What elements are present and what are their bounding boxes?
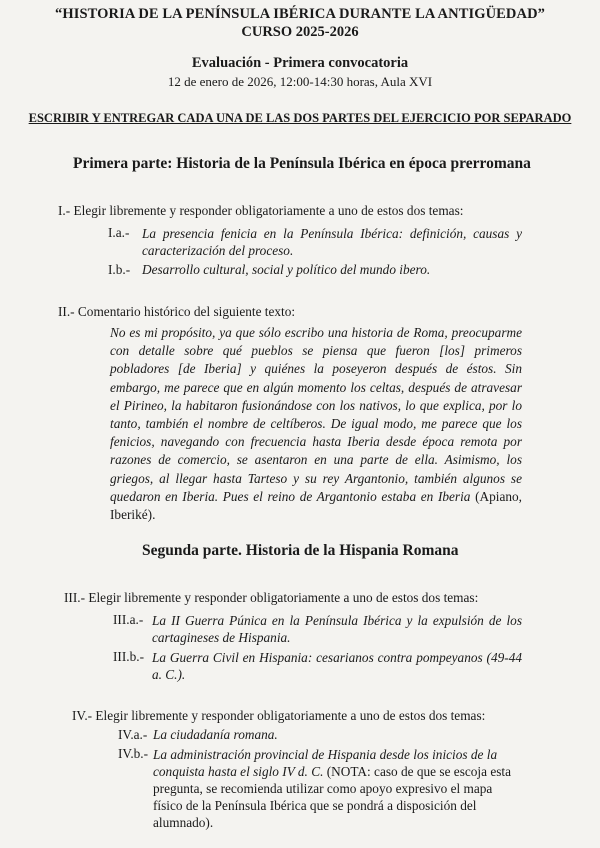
q3-option-a-text: La II Guerra Púnica en la Península Ibérica y la expulsión de los cartagineses de Hispania. [152, 613, 522, 645]
course-title: “HISTORIA DE LA PENÍNSULA IBÉRICA DURANTE LA ANTIGÜEDAD” [55, 6, 545, 22]
q1-option-a-label: I.a.- [108, 225, 130, 240]
q1-option-b-label: I.b.- [108, 262, 131, 277]
q3-prompt: III.- Elegir libremente y responder obligatoriamente a uno de estos dos temas: [64, 590, 479, 605]
q3-option-b-label: III.b.- [113, 649, 145, 664]
q4-option-a-label: IV.a.- [118, 727, 148, 742]
q3-option-a-label: III.a.- [113, 612, 144, 627]
q4-option-b-text: La administración provincial de Hispania desde los inicios de la conquista hasta el siglo IV d. C. [153, 747, 498, 779]
q4-option-b-block [153, 746, 523, 831]
q1-option-b-text: Desarrollo cultural, social y político del mundo ibero. [142, 262, 431, 277]
quote-source: (Apiano, Iberiké). [110, 488, 523, 523]
quote-body: No es mi propósito, ya que sólo escribo una historia de Roma, preocuparme con detalle sobre qué pueblos se piensa que fueron [los] primeros pobladores [de Iberia] y quiénes la poseyeron después de éstos. Sin embargo, me parece que en algún momento los celtas, después de atravesar el Pirineo, la habitaron fusionándose con los nativos, lo que explica, por lo tanto, también el nombre de celtíberos. De igual modo, me parece que los fenicios, navegando con frecuencia hasta Iberia desde época remota por razones de comercio, se asentaron en una parte de ella. Asimismo, los griegos, al llegar hasta Tarteso y su rey Argantonio, también algunos se quedaron en Iberia. Pues el reino de Argantonio estaba en Iberia [110, 325, 522, 504]
part1-title: Primera parte: Historia de la Península Ibérica en época prerromana [73, 155, 531, 172]
historical-text-quote [110, 324, 522, 524]
q4-option-b-label: IV.b.- [118, 746, 149, 761]
course-year: CURSO 2025-2026 [241, 24, 359, 40]
part2-title: Segunda parte. Historia de la Hispania Romana [142, 542, 459, 559]
q4-option-a-text: La ciudadanía romana. [153, 727, 278, 742]
q3-option-b-text: La Guerra Civil en Hispania: cesarianos contra pompeyanos (49-44 a. C.). [152, 650, 522, 682]
q4-option-b-note: (NOTA: caso de que se escoja esta pregunta, se recomienda utilizar como apoyo expresivo el mapa físico de la Península Ibérica que se pondrá a disposición del alumnado). [153, 764, 512, 830]
q1-option-a-text: La presencia fenicia en la Península Ibérica: definición, causas y caracterización del proceso. [142, 226, 522, 258]
q1-prompt: I.- Elegir libremente y responder obligatoriamente a uno de estos dos temas: [58, 203, 464, 218]
instruction-line: ESCRIBIR Y ENTREGAR CADA UNA DE LAS DOS PARTES DEL EJERCICIO POR SEPARADO [28, 111, 572, 125]
evaluation-title: Evaluación - Primera convocatoria [191, 55, 409, 71]
q4-prompt: IV.- Elegir libremente y responder obligatoriamente a uno de estos dos temas: [72, 708, 486, 723]
q2-prompt: II.- Comentario histórico del siguiente texto: [58, 304, 296, 319]
date-line: 12 de enero de 2026, 12:00-14:30 horas, Aula XVI [167, 74, 433, 89]
